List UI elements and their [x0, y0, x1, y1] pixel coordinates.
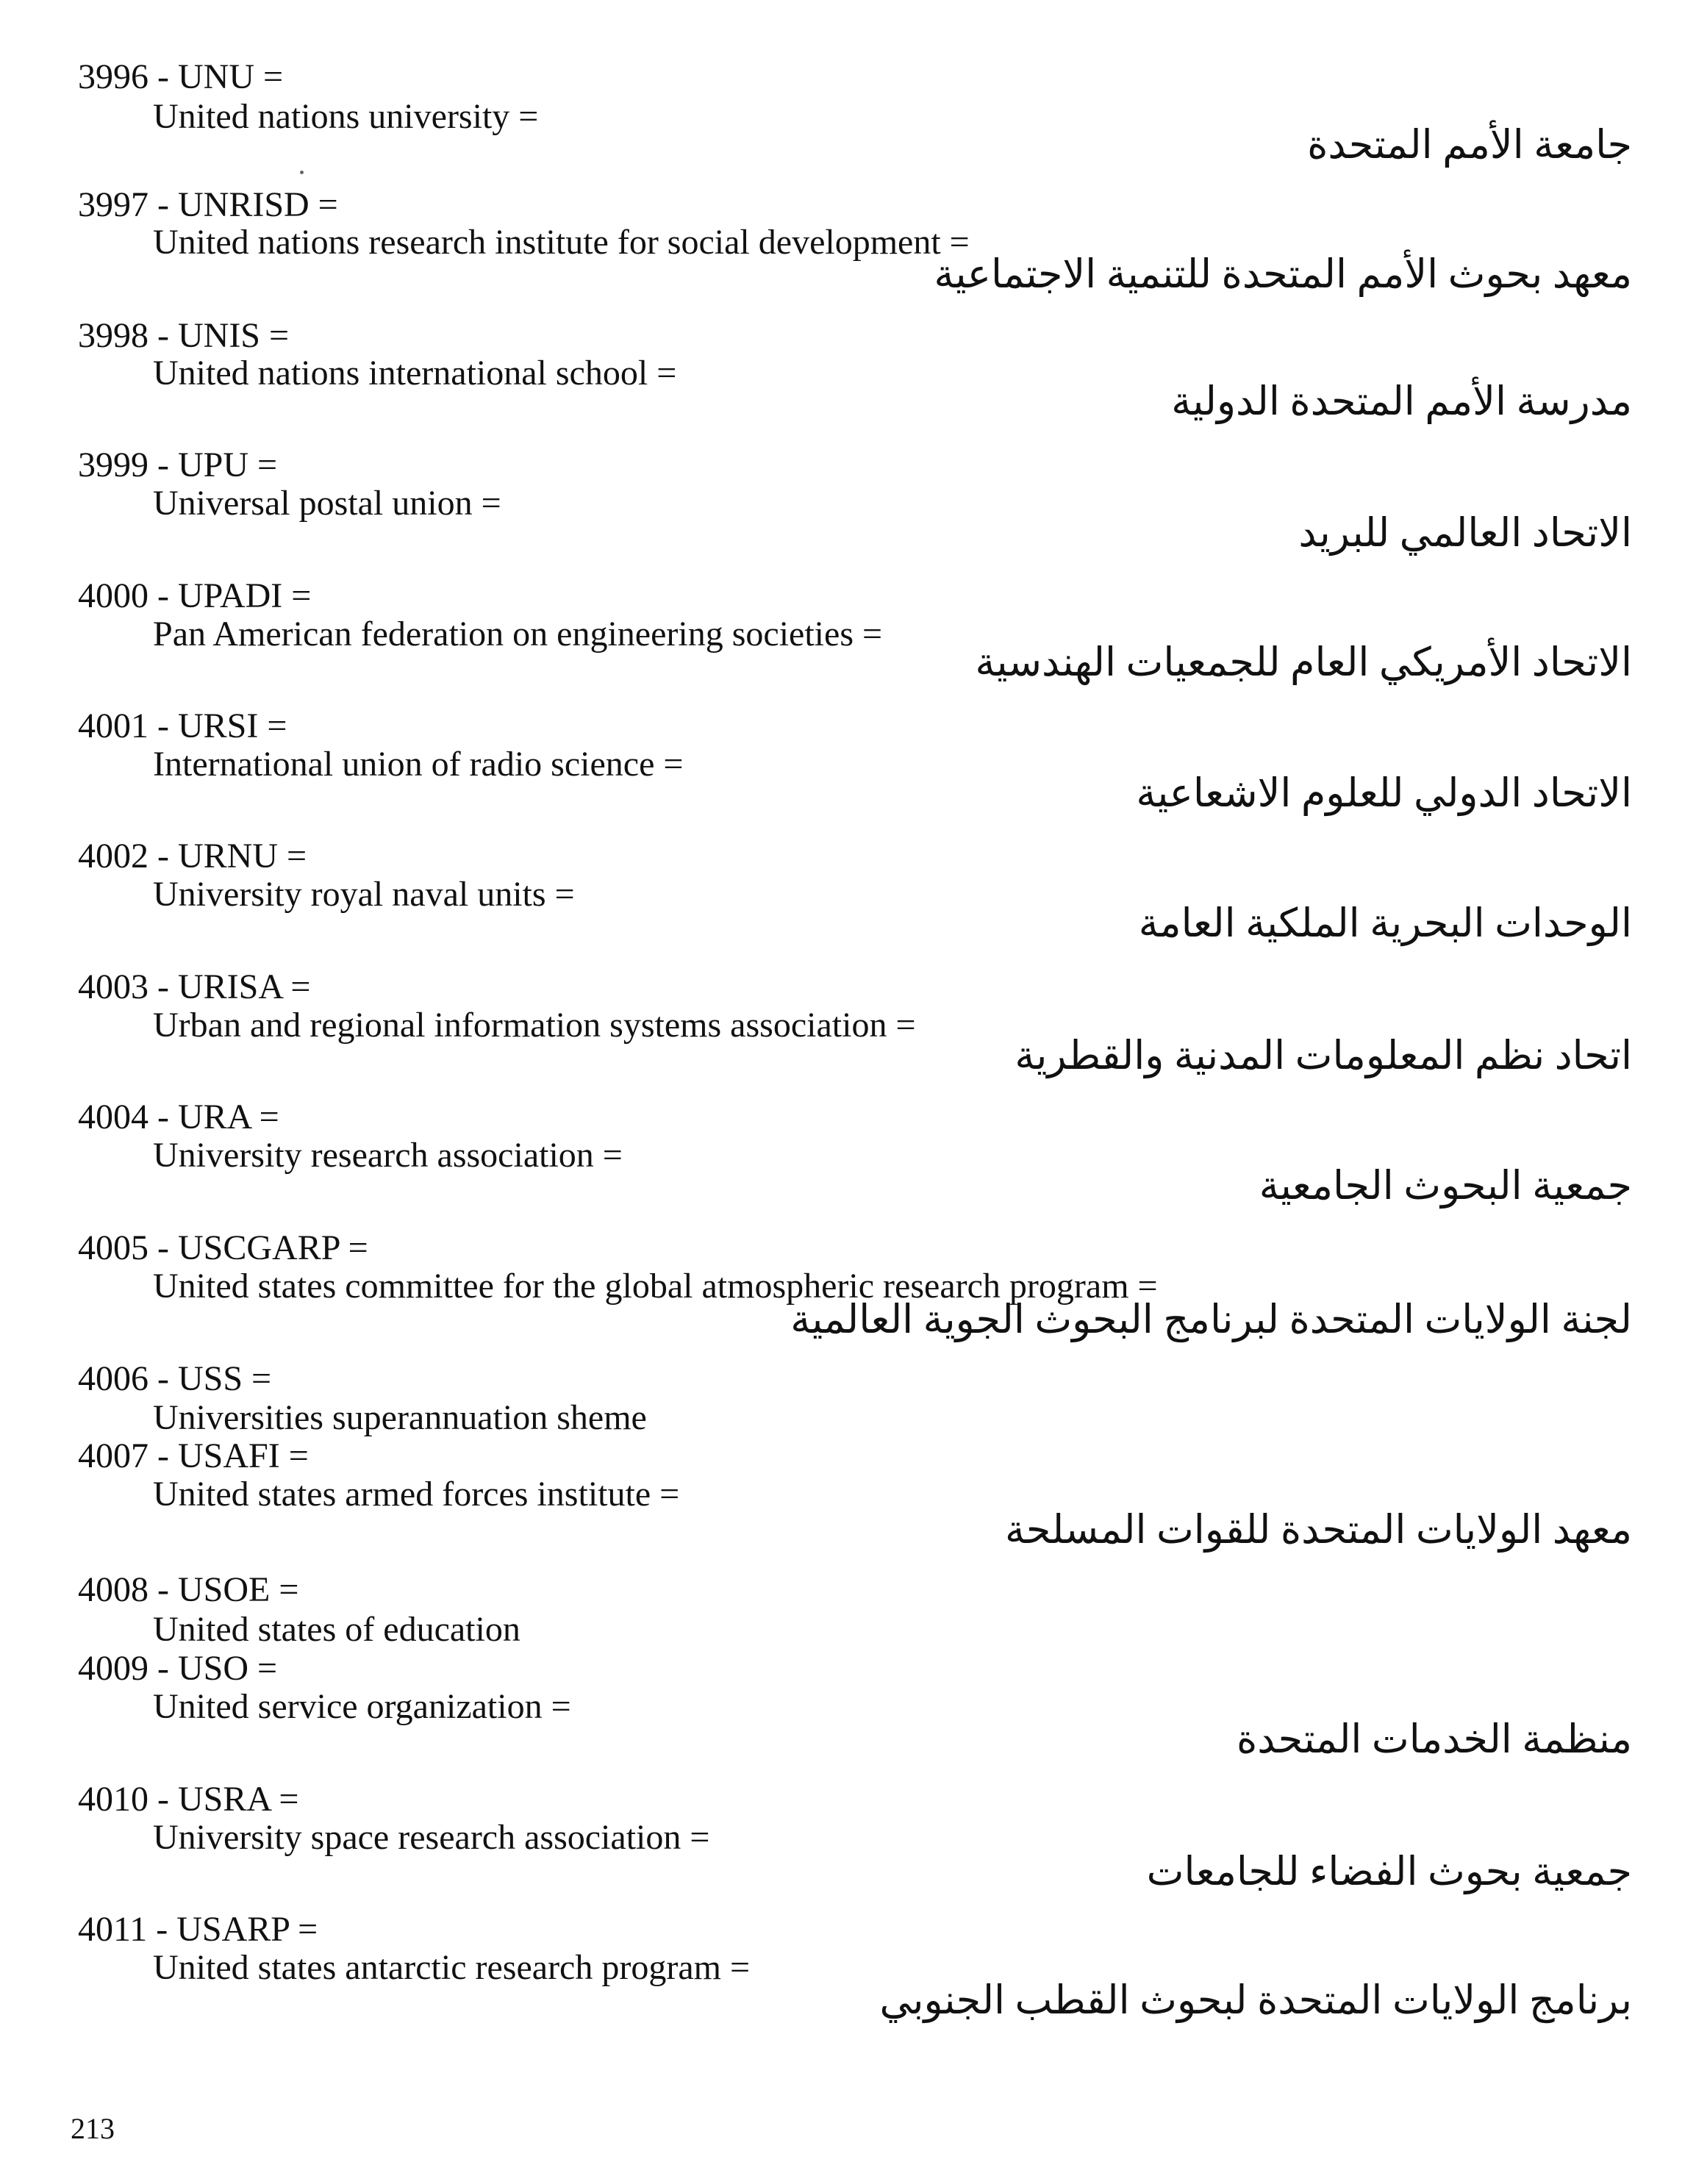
entry-heading: 4001 - URSI = [78, 706, 287, 745]
entry-arabic: الاتحاد الأمريكي العام للجمعيات الهندسية [975, 640, 1632, 684]
entry-arabic: الوحدات البحرية الملكية العامة [1138, 901, 1632, 945]
entry-english: United states of education [153, 1610, 520, 1649]
entry-english: University royal naval units = [153, 875, 575, 914]
entry-heading: 3998 - UNIS = [78, 316, 290, 355]
entry-heading: 4004 - URA = [78, 1098, 279, 1136]
entry-heading: 4005 - USCGARP = [78, 1228, 368, 1267]
entry-arabic: جمعية البحوث الجامعية [1259, 1164, 1632, 1208]
entry-english: University space research association = [153, 1818, 710, 1857]
entry-heading: 4008 - USOE = [78, 1570, 299, 1609]
entry-arabic: معهد بحوث الأمم المتحدة للتنمية الاجتماعية [934, 252, 1632, 296]
entry-english: United states armed forces institute = [153, 1475, 680, 1514]
entry-english: International union of radio science = [153, 745, 684, 784]
entry-arabic: الاتحاد العالمي للبريد [1298, 511, 1632, 555]
entry-heading: 4009 - USO = [78, 1649, 278, 1688]
entry-english: Universities superannuation sheme [153, 1398, 647, 1437]
entry-arabic: جمعية بحوث الفضاء للجامعات [1146, 1850, 1632, 1894]
entry-english: United states committee for the global atmospheric research program = [153, 1267, 1158, 1306]
entry-arabic: منظمة الخدمات المتحدة [1236, 1717, 1632, 1761]
page-number: 213 [71, 2112, 115, 2145]
entry-arabic: جامعة الأمم المتحدة [1307, 123, 1632, 167]
entry-heading: 3997 - UNRISD = [78, 185, 338, 224]
entry-heading: 3996 - UNU = [78, 57, 284, 96]
entry-heading: 4007 - USAFI = [78, 1436, 309, 1475]
entry-heading: 3999 - UPU = [78, 445, 278, 484]
entry-arabic: لجنة الولايات المتحدة لبرنامج البحوث الجوية العالمية [790, 1297, 1632, 1342]
entry-arabic: معهد الولايات المتحدة للقوات المسلحة [1004, 1508, 1632, 1552]
entry-arabic: اتحاد نظم المعلومات المدنية والقطرية [1015, 1034, 1632, 1078]
entry-english: United nations university = [153, 97, 539, 136]
entry-english: University research association = [153, 1136, 623, 1175]
entry-heading: 4006 - USS = [78, 1359, 272, 1398]
entry-heading: 4000 - UPADI = [78, 576, 312, 615]
entry-arabic: مدرسة الأمم المتحدة الدولية [1171, 379, 1632, 423]
entry-arabic: الاتحاد الدولي للعلوم الاشعاعية [1136, 771, 1632, 815]
entry-english: United service organization = [153, 1687, 571, 1726]
entry-english: United nations research institute for social development = [153, 223, 970, 262]
entry-heading: 4010 - USRA = [78, 1780, 299, 1819]
entry-heading: 4011 - USARP = [78, 1910, 318, 1949]
scan-speck [300, 171, 304, 174]
entry-arabic: برنامج الولايات المتحدة لبحوث القطب الجنوبي [879, 1978, 1632, 2022]
entry-english: United states antarctic research program = [153, 1948, 751, 1987]
entry-heading: 4002 - URNU = [78, 837, 307, 876]
entry-heading: 4003 - URISA = [78, 967, 311, 1006]
entry-english: Pan American federation on engineering societies = [153, 615, 883, 654]
entry-english: Urban and regional information systems association = [153, 1006, 916, 1045]
entry-english: Universal postal union = [153, 484, 501, 523]
entry-english: United nations international school = [153, 354, 677, 393]
